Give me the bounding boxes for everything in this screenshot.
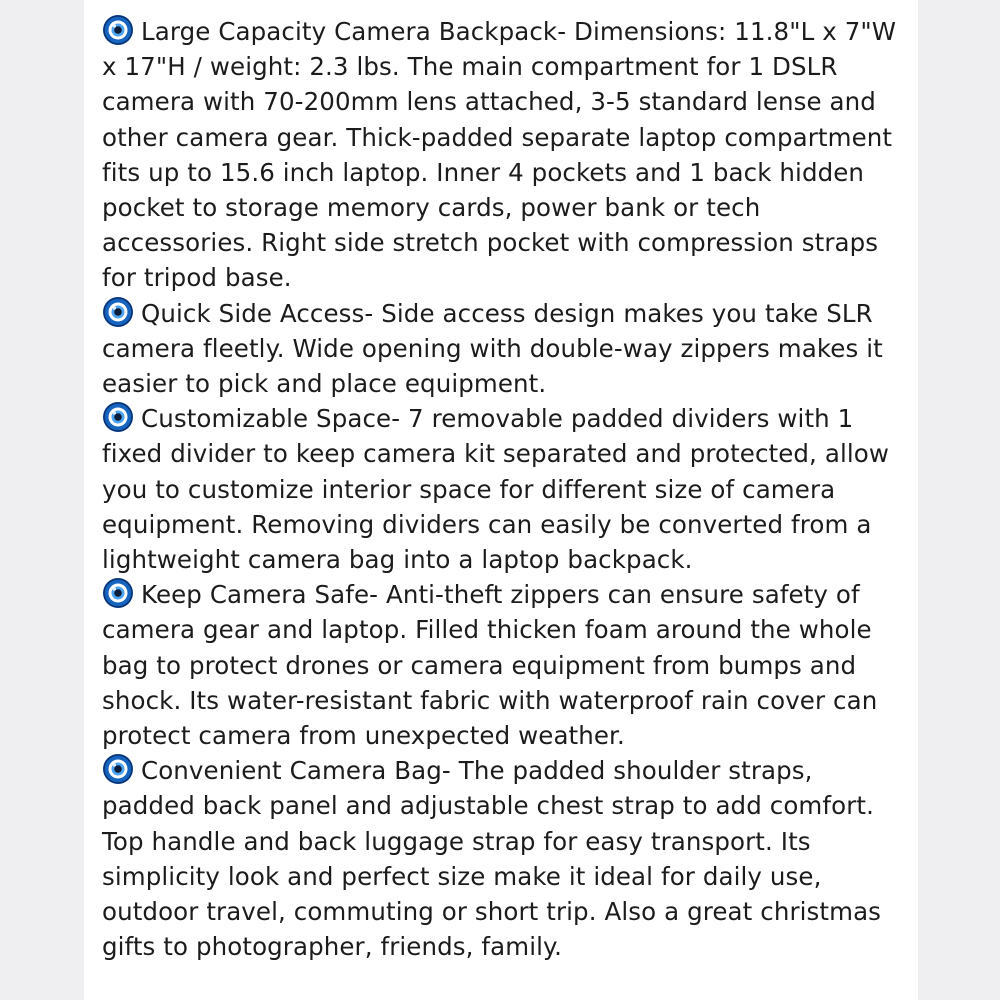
bullet-text: Large Capacity Camera Backpack- Dimensions: 11.8"L x 7"W x 17"H / weight: 2.3 lbs. The main compartment for 1 DSLR camera with 70-200mm lens attached, 3-5 standard lense and other camera gear. Thick-padded separate laptop compartment fits up to 15.6 inch laptop. Inner 4 pockets and 1 back hidden pocket to storage memory cards, power bank or tech accessories. Right side stretch pocket with compression straps for tripod base. bbox=[102, 17, 897, 293]
nazar-amulet-icon bbox=[102, 753, 134, 785]
bullet-text: Quick Side Access- Side access design makes you take SLR camera fleetly. Wide opening with double-way zippers makes it easier to pick and place equipment. bbox=[102, 298, 883, 399]
nazar-amulet-icon bbox=[102, 401, 134, 433]
bullet-text: Customizable Space- 7 removable padded dividers with 1 fixed divider to keep camera kit separated and protected, allow you to customize interior space for different size of camera equipment. Removing dividers can easily be converted from a lightweight camera bag into a laptop backpack. bbox=[102, 404, 889, 575]
bullet-customizable-space bbox=[102, 401, 902, 577]
product-description bbox=[102, 14, 902, 964]
bullet-convenient-camera-bag bbox=[102, 753, 902, 964]
nazar-amulet-icon bbox=[102, 296, 134, 328]
bullet-keep-camera-safe bbox=[102, 577, 902, 753]
bullet-text: Convenient Camera Bag- The padded shoulder straps, padded back panel and adjustable chest strap to add comfort. Top handle and back luggage strap for easy transport. Its simplicity look and perfect size make it ideal for daily use, outdoor travel, commuting or short trip. Also a great christmas gifts to photographer, friends, family. bbox=[102, 756, 882, 962]
bullet-large-capacity bbox=[102, 14, 902, 296]
nazar-amulet-icon bbox=[102, 577, 134, 609]
bullet-quick-side-access bbox=[102, 296, 902, 402]
bullet-text: Keep Camera Safe- Anti-theft zippers can ensure safety of camera gear and laptop. Filled thicken foam around the whole bag to protect drones or camera equipment from bumps and shock. Its water-resistant fabric with waterproof rain cover can protect camera from unexpected weather. bbox=[102, 580, 878, 751]
nazar-amulet-icon bbox=[102, 14, 134, 46]
